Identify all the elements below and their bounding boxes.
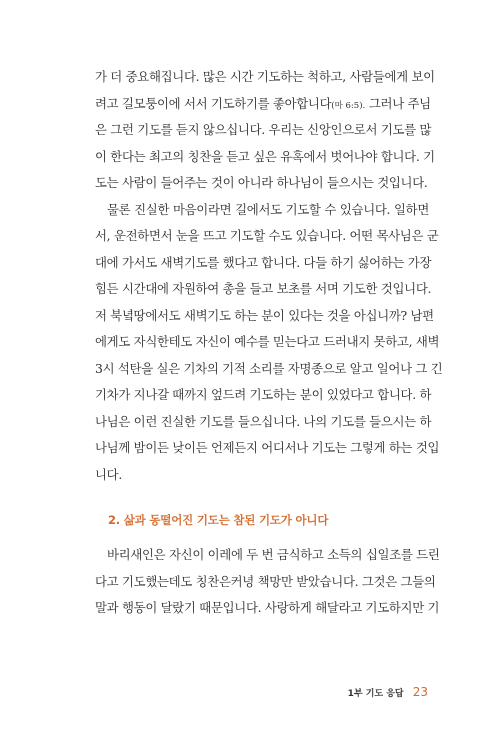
scripture-reference: (마 6:5).	[331, 100, 366, 111]
paragraph-3	[95, 542, 440, 622]
text-line: 물론 진실한 마음이라면 길에서도 기도할 수 있습니다. 일하면	[107, 201, 429, 217]
text-line: 나님은 이런 진실한 기도를 들으십니다. 나의 기도를 들으시는 하	[95, 413, 432, 429]
page-number: 23	[412, 685, 428, 699]
text-line: 에게도 자식한테도 자신이 예수를 믿는다고 드러내지 못하고, 새벽	[95, 334, 440, 349]
text-line: 이 한다는 최고의 칭찬을 듣고 싶은 유혹에서 벗어나야 합니다. 기	[95, 148, 435, 164]
text-line: 힘든 시간대에 자원하여 총을 들고 보초를 서며 기도한 것입니다.	[95, 281, 432, 296]
body-text-lower	[95, 542, 440, 622]
text-line: 3시 석탄을 실은 기차의 기적 소리를 자명종으로 알고 일어나 그 긴	[95, 360, 443, 376]
text-line: 다고 기도했는데도 칭찬은커녕 책망만 받았습니다. 그것은 그들의	[95, 573, 436, 589]
text-fragment: 려고 길모퉁이에 서서 기도하기를 좋아합니다	[95, 95, 332, 111]
text-line	[95, 91, 429, 118]
section-heading: 2. 삶과 동떨어진 기도는 참된 기도가 아니다	[108, 513, 329, 527]
text-fragment: 그러나 주님	[365, 95, 431, 111]
text-line: 서, 운전하면서 눈을 뜨고 기도할 수도 있습니다. 어떤 목사님은 군	[95, 228, 439, 243]
text-line: 말과 행동이 달랐기 때문입니다. 사랑하게 해달라고 기도하지만 기	[95, 600, 440, 615]
text-line: 바리새인은 자신이 이레에 두 번 금식하고 소득의 십일조를 드린	[107, 547, 440, 562]
paragraph-2	[95, 197, 443, 489]
text-line: 은 그런 기도를 듣지 않으십니다. 우리는 신앙인으로서 기도를 많	[95, 122, 432, 137]
text-line: 나님께 밤이든 낮이든 언제든지 어디서나 기도는 그렇게 하는 것입	[95, 440, 440, 455]
text-line: 니다.	[95, 466, 122, 482]
text-line: 기차가 지나갈 때까지 엎드려 기도하는 분이 있었다고 합니다. 하	[95, 387, 432, 402]
page-footer	[348, 681, 428, 700]
text-line: 가 더 중요해집니다. 많은 시간 기도하는 척하고, 사람들에게 보이	[95, 69, 435, 84]
text-line: 대에 가서도 새벽기도를 했다고 합니다. 다들 하기 싫어하는 가장	[95, 254, 432, 270]
running-footer-label: 1부 기도 응답	[347, 689, 404, 699]
text-line: 저 북녘땅에서도 새벽기도 하는 분이 있다는 것을 아십니까? 남편	[95, 307, 434, 323]
paragraph-1	[95, 64, 435, 197]
body-text-upper	[95, 64, 443, 488]
text-line: 도는 사람이 들어주는 것이 아니라 하나님이 들으시는 것입니다.	[95, 175, 428, 190]
